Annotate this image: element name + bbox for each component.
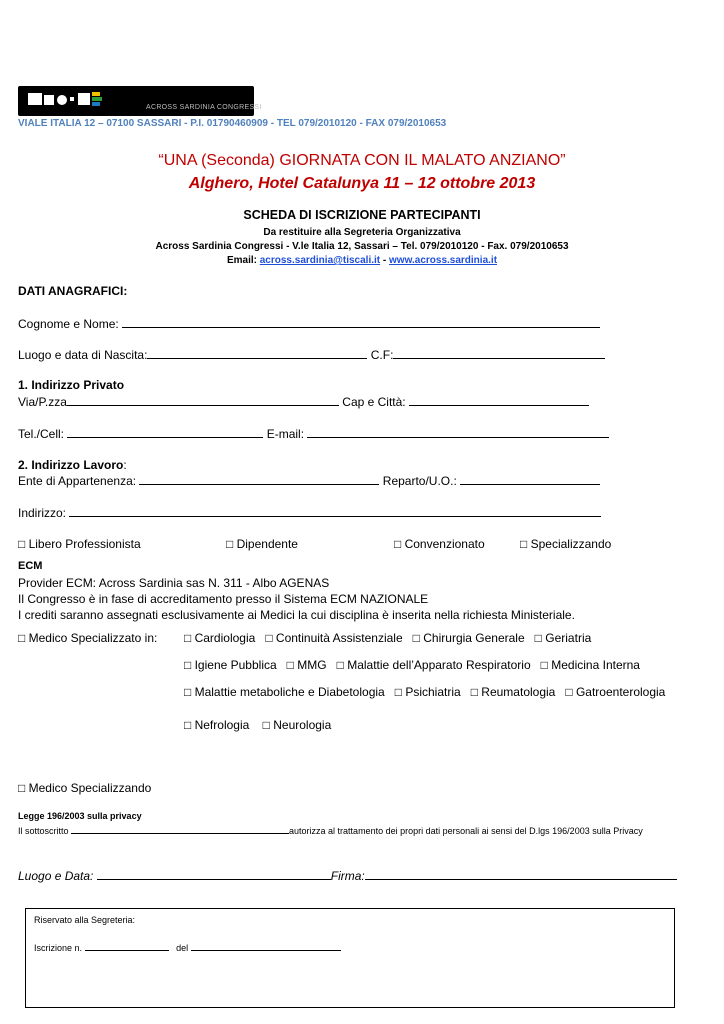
specialty-label: Reumatologia <box>481 685 556 699</box>
checkbox-icon[interactable]: □ <box>226 537 234 551</box>
specialty-label: Continuità Assistenziale <box>275 631 403 645</box>
private-address-heading: 1. Indirizzo Privato <box>18 378 125 392</box>
registration-row <box>34 941 341 953</box>
entity-field[interactable] <box>139 473 379 485</box>
sign-label: Firma: <box>330 869 365 883</box>
specialty-option[interactable] <box>265 631 402 645</box>
specialty-option[interactable] <box>287 658 327 672</box>
specialist-label: Medico Specializzato in: <box>28 631 158 645</box>
option-label: Dipendente <box>236 537 298 551</box>
checkbox-icon[interactable]: □ <box>184 631 192 645</box>
street-label: Via/P.zza <box>18 395 67 409</box>
form-title: SCHEDA DI ISCRIZIONE PARTECIPANTI <box>243 208 481 222</box>
ecm-credits: I crediti saranno assegnati esclusivamente ai Medici la cui disciplina è inserita nella richiesta Ministeriale. <box>18 608 575 622</box>
checkbox-icon[interactable]: □ <box>565 685 573 699</box>
employment-option[interactable] <box>226 537 298 551</box>
checkbox-icon[interactable]: □ <box>18 631 26 645</box>
phone-label: Tel./Cell: <box>18 427 65 441</box>
signature-row <box>18 868 677 883</box>
specialist-option[interactable] <box>18 631 157 645</box>
logo-text: ACROSS SARDINIA CONGRESSI <box>146 104 262 111</box>
specialty-row-2 <box>184 658 640 672</box>
checkbox-icon[interactable]: □ <box>412 631 420 645</box>
cap-label: Cap e Città: <box>342 395 406 409</box>
specialty-label: Geriatria <box>545 631 592 645</box>
email-field[interactable] <box>307 426 609 438</box>
checkbox-icon[interactable]: □ <box>394 685 402 699</box>
specialty-label: Nefrologia <box>194 718 250 732</box>
specialty-option[interactable] <box>471 685 556 699</box>
ecm-accreditation: Il Congresso è in fase di accreditamento presso il Sistema ECM NAZIONALE <box>18 592 429 606</box>
specializing-label: Medico Specializzando <box>28 781 152 795</box>
option-label: Convenzionato <box>404 537 485 551</box>
specializing-option[interactable] <box>18 781 151 795</box>
specialty-label: MMG <box>297 658 327 672</box>
privacy-prefix: Il sottoscritto <box>18 826 69 836</box>
specialty-option[interactable] <box>263 718 332 732</box>
cf-field[interactable] <box>393 347 605 359</box>
email-label: Email: <box>226 255 260 266</box>
registration-label: Iscrizione n. <box>34 943 83 953</box>
privacy-heading: Legge 196/2003 sulla privacy <box>18 811 142 821</box>
checkbox-icon[interactable]: □ <box>265 631 273 645</box>
specialty-label: Neurologia <box>273 718 332 732</box>
entity-label: Ente di Appartenenza: <box>18 474 137 488</box>
cap-field[interactable] <box>409 394 589 406</box>
specialty-option[interactable] <box>535 631 592 645</box>
specialty-label: Gatroenterologia <box>575 685 666 699</box>
specialty-option[interactable] <box>541 658 640 672</box>
phone-field[interactable] <box>67 426 263 438</box>
email-field-label: E-mail: <box>266 427 305 441</box>
ecm-heading: ECM <box>18 560 43 572</box>
checkbox-icon[interactable]: □ <box>184 658 192 672</box>
option-label: Libero Professionista <box>28 537 141 551</box>
checkbox-icon[interactable]: □ <box>540 658 548 672</box>
privacy-row <box>18 824 643 836</box>
dept-label: Reparto/U.O.: <box>382 474 457 488</box>
work-address-colon: : <box>123 458 127 472</box>
specialty-label: Malattie dell’Apparato Respiratorio <box>347 658 531 672</box>
specialty-row-3 <box>184 685 665 699</box>
place-date-label: Luogo e Data: <box>18 869 94 883</box>
cf-label: C.F: <box>370 348 394 362</box>
checkbox-icon[interactable]: □ <box>394 537 402 551</box>
event-title: “UNA (Seconda) GIORNATA CON IL MALATO ANZIANO” <box>158 152 566 169</box>
birth-row <box>18 347 605 362</box>
specialty-row-4 <box>184 718 331 732</box>
checkbox-icon[interactable]: □ <box>286 658 294 672</box>
checkbox-icon[interactable]: □ <box>336 658 344 672</box>
name-row <box>18 316 600 331</box>
event-subtitle: Alghero, Hotel Catalunya 11 – 12 ottobre 2013 <box>188 175 536 192</box>
company-address: VIALE ITALIA 12 – 07100 SASSARI - P.I. 01790460909 - TEL 079/2010120 - FAX 079/2010653 <box>18 118 447 129</box>
work-address-heading <box>18 458 127 472</box>
specialty-option[interactable] <box>395 685 461 699</box>
name-field[interactable] <box>122 316 600 328</box>
specialty-label: Medicina Interna <box>551 658 640 672</box>
specialty-option[interactable] <box>413 631 525 645</box>
email-link[interactable]: across.sardinia@tiscali.it <box>259 255 381 266</box>
specialty-option[interactable] <box>337 658 531 672</box>
registration-number-field[interactable] <box>85 941 169 951</box>
checkbox-icon[interactable]: □ <box>470 685 478 699</box>
separator: - <box>380 255 390 266</box>
checkbox-icon[interactable]: □ <box>184 685 192 699</box>
contact-line <box>0 255 724 266</box>
personal-data-heading: DATI ANAGRAFICI: <box>18 284 128 298</box>
privacy-name-field[interactable] <box>71 824 289 834</box>
checkbox-icon[interactable]: □ <box>184 718 192 732</box>
specialty-label: Chirurgia Generale <box>423 631 525 645</box>
sign-field[interactable] <box>365 868 677 880</box>
place-date-field[interactable] <box>97 868 331 880</box>
checkbox-icon[interactable]: □ <box>262 718 270 732</box>
website-link[interactable]: www.across.sardinia.it <box>389 255 498 266</box>
specialty-option[interactable] <box>184 658 277 672</box>
return-to: Da restituire alla Segreteria Organizzativa <box>263 227 461 238</box>
street-field[interactable] <box>67 394 339 406</box>
checkbox-icon[interactable]: □ <box>18 781 26 795</box>
specialty-option[interactable] <box>184 718 249 732</box>
secretary-heading: Riservato alla Segreteria: <box>34 915 136 925</box>
checkbox-icon[interactable]: □ <box>18 537 26 551</box>
dept-field[interactable] <box>460 473 600 485</box>
work-address-field[interactable] <box>69 505 601 517</box>
registration-date-field[interactable] <box>191 941 341 951</box>
street-row <box>18 394 589 409</box>
work-address-row <box>18 505 601 520</box>
specialty-label: Malattie metaboliche e Diabetologia <box>194 685 385 699</box>
specialty-row-1 <box>184 631 591 645</box>
birth-field[interactable] <box>147 347 367 359</box>
name-label: Cognome e Nome: <box>18 317 119 331</box>
privacy-suffix: autorizza al trattamento dei propri dati personali ai sensi del D.lgs 196/2003 sulla Privacy <box>289 826 643 836</box>
birth-label: Luogo e data di Nascita: <box>18 348 148 362</box>
specialty-label: Cardiologia <box>194 631 256 645</box>
specialty-option[interactable] <box>184 685 385 699</box>
work-address-title: 2. Indirizzo Lavoro <box>18 458 124 472</box>
employment-option[interactable] <box>18 537 141 551</box>
secretary-box <box>25 908 675 1008</box>
checkbox-icon[interactable]: □ <box>520 537 528 551</box>
specialty-label: Psichiatria <box>405 685 461 699</box>
specialty-label: Igiene Pubblica <box>194 658 277 672</box>
entity-row <box>18 473 600 488</box>
option-label: Specializzando <box>530 537 612 551</box>
employment-option[interactable] <box>394 537 485 551</box>
ecm-provider: Provider ECM: Across Sardinia sas N. 311 - Albo AGENAS <box>18 576 330 590</box>
organizer-line: Across Sardinia Congressi - V.le Italia 12, Sassari – Tel. 079/2010120 - Fax. 079/2010653 <box>155 241 569 252</box>
phone-row <box>18 426 609 441</box>
of-label: del <box>176 943 189 953</box>
across-logo-mark <box>26 89 126 109</box>
specialty-option[interactable] <box>184 631 255 645</box>
checkbox-icon[interactable]: □ <box>534 631 542 645</box>
employment-option[interactable] <box>520 537 611 551</box>
company-logo <box>18 86 262 116</box>
specialty-option[interactable] <box>565 685 665 699</box>
work-address-label: Indirizzo: <box>18 506 67 520</box>
